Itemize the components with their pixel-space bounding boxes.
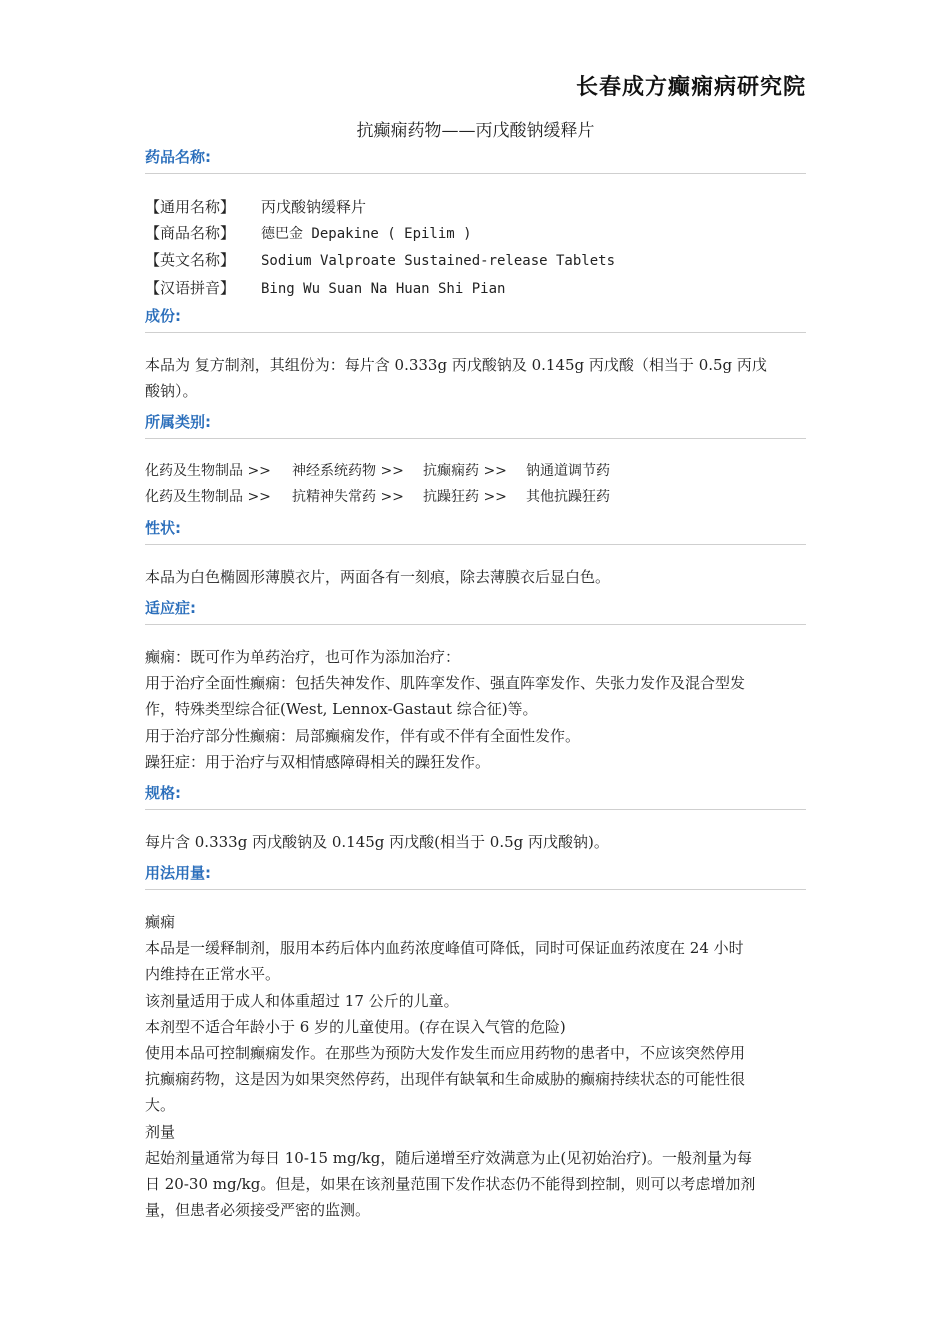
section-divider [145, 809, 806, 810]
category-path [145, 484, 806, 510]
text-line: 用于治疗全面性癫痫：包括失神发作、肌阵挛发作、强直阵挛发作、失张力发作及混合型发 [145, 674, 746, 693]
category-crumb: 抗精神失常药 >> [292, 489, 404, 506]
name-row-pinyin [145, 275, 806, 302]
text-line: 内维持在正常水平。 [145, 965, 281, 984]
section-heading: 成份: [145, 307, 181, 325]
section-divider [145, 624, 806, 625]
row-label: 【通用名称】 [145, 198, 236, 216]
text-line: 本剂型不适合年龄小于 6 岁的儿童使用。(存在误入气管的危险) [145, 1017, 566, 1036]
text-line: 癫痫：既可作为单药治疗，也可作为添加治疗： [145, 648, 461, 666]
category-crumb: 化药及生物制品 >> [145, 489, 271, 506]
text-line: 起始剂量通常为每日 10-15 mg/kg，随后递增至疗效满意为止(见初始治疗)。一般剂量为每 [145, 1148, 753, 1167]
text-line: 抗癫痫药物，这是因为如果突然停药，出现伴有缺氧和生命威胁的癫痫持续状态的可能性很 [145, 1070, 746, 1089]
section-drug-name [145, 146, 806, 302]
text-line: 躁狂症：用于治疗与双相情感障碍相关的躁狂发作。 [145, 752, 491, 771]
text-line: 大。 [145, 1096, 176, 1115]
text-line: 剂量 [145, 1122, 176, 1141]
section-heading: 药品名称: [145, 148, 211, 166]
text-line: 癫痫 [145, 913, 176, 931]
row-value: Sodium Valproate Sustained-release Tablets [261, 253, 616, 270]
section-divider [145, 173, 806, 174]
text-line: 本品是一缓释制剂，服用本药后体内血药浓度峰值可降低，同时可保证血药浓度在 24 小时 [145, 939, 744, 958]
section-heading: 所属类别: [145, 413, 211, 431]
row-label: 【英文名称】 [145, 251, 236, 270]
section-specification [145, 782, 806, 855]
section-heading: 适应症: [145, 599, 196, 617]
text-line: 每片含 0.333g 丙戊酸钠及 0.145g 丙戊酸(相当于 0.5g 丙戊酸钠)。 [145, 833, 609, 851]
name-row-english [145, 247, 806, 274]
name-row-generic [145, 194, 806, 220]
category-crumb: 钠通道调节药 [526, 463, 610, 479]
text-line: 量，但患者必须接受严密的监测。 [145, 1201, 371, 1220]
section-heading: 规格: [145, 784, 181, 802]
category-crumb: 神经系统药物 >> [292, 463, 404, 479]
section-dosage [145, 862, 806, 1223]
section-category [145, 411, 806, 510]
name-row-trade [145, 220, 806, 247]
category-crumb: 抗癫痫药 >> [423, 463, 507, 479]
text-line: 作，特殊类型综合征(West, Lennox-Gastaut 综合征)等。 [145, 700, 538, 719]
section-appearance [145, 517, 806, 590]
section-heading: 性状: [145, 519, 181, 537]
text-line: 用于治疗部分性癫痫：局部癫痫发作，伴有或不伴有全面性发作。 [145, 726, 581, 745]
row-value: 德巴金 Depakine ( Epilim ) [261, 226, 472, 243]
category-crumb: 其他抗躁狂药 [526, 489, 610, 506]
section-divider [145, 438, 806, 439]
section-heading: 用法用量: [145, 864, 211, 882]
section-divider [145, 332, 806, 333]
text-line: 本品为 复方制剂，其组份为：每片含 0.333g 丙戊酸钠及 0.145g 丙戊酸（相当于 0.5g 丙戊 [145, 356, 767, 374]
category-crumb: 抗躁狂药 >> [423, 489, 507, 506]
section-divider [145, 544, 806, 545]
category-crumb: 化药及生物制品 >> [145, 463, 271, 479]
category-path [145, 458, 806, 484]
text-line: 该剂量适用于成人和体重超过 17 公斤的儿童。 [145, 991, 459, 1010]
row-value: Bing Wu Suan Na Huan Shi Pian [261, 280, 506, 297]
document-title: 抗癫痫药物——丙戊酸钠缓释片 [356, 121, 595, 141]
row-value: 丙戊酸钠缓释片 [261, 198, 367, 216]
section-divider [145, 889, 806, 890]
section-indication [145, 597, 806, 775]
text-line: 使用本品可控制癫痫发作。在那些为预防大发作发生而应用药物的患者中，不应该突然停用 [145, 1044, 746, 1063]
text-line: 酸钠）。 [145, 382, 198, 401]
row-label: 【汉语拼音】 [145, 278, 236, 297]
section-composition [145, 305, 806, 404]
text-line: 日 20-30 mg/kg。但是，如果在该剂量范围下发作状态仍不能得到控制，则可以考虑增加剂 [145, 1175, 756, 1194]
institute-title: 长春成方癫痫病研究院 [575, 74, 806, 100]
text-line: 本品为白色椭圆形薄膜衣片，两面各有一刻痕，除去薄膜衣后显白色。 [145, 568, 611, 586]
row-label: 【商品名称】 [145, 224, 236, 243]
